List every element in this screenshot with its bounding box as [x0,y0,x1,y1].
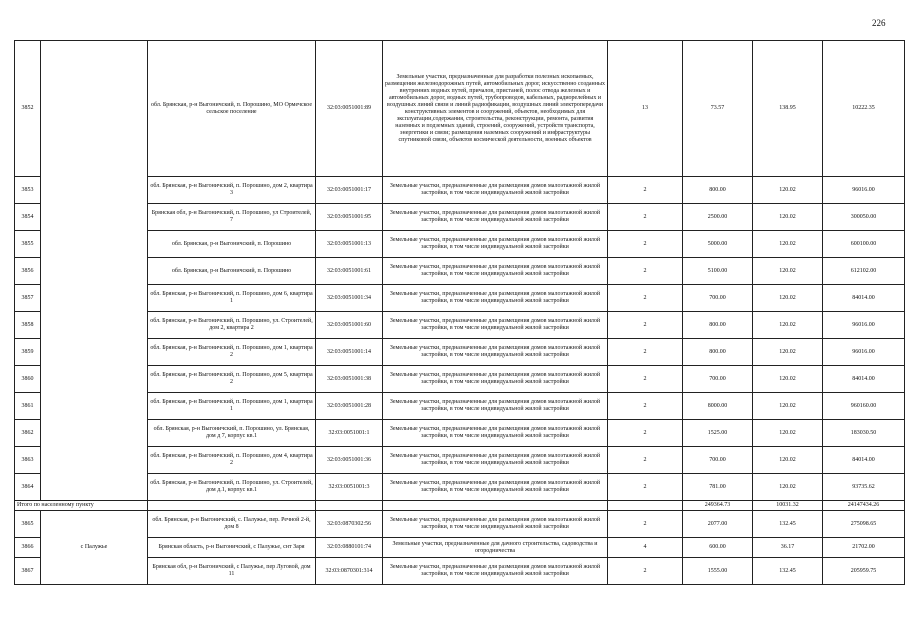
cadastral-value-cell: 183030.50 [823,420,905,447]
row-number: 3863 [15,447,41,474]
cadastral-number-cell: 32:03:0870302:56 [316,511,383,538]
cadastral-number-cell: 32:03:0051001:36 [316,447,383,474]
address-cell: Брянская обл, р-н Выгоничский, п. Порошино, ул Строителей, 7 [148,204,316,231]
address-cell: обл. Брянская, р-н Выгоничский, п. Порошино, ул. Строителей, дом д.1, корпус кв.1 [148,474,316,501]
rate-cell: 120.02 [753,258,823,285]
group-cell: 2 [608,204,683,231]
rate-cell: 120.02 [753,177,823,204]
cadastral-value-cell: 960160.00 [823,393,905,420]
land-use-cell: Земельные участки, предназначенные для размещения домов малоэтажной жилой застройки, в том числе индивидуальной жилой застройки [383,558,608,585]
row-number: 3858 [15,312,41,339]
locality-cell [41,41,148,501]
area-cell: 2500.00 [683,204,753,231]
cadastral-value-cell: 21702.00 [823,538,905,558]
rate-cell: 120.02 [753,231,823,258]
rate-cell: 120.02 [753,339,823,366]
address-cell: обл. Брянская, р-н Выгоничский, п. Порошино, ул. Брянская, дом д 7, корпус кв.1 [148,420,316,447]
address-cell: Брянская обл, р-н Выгоничский, с Палужье, пер Луговой, дом 11 [148,558,316,585]
row-number: 3857 [15,285,41,312]
address-cell: обл. Брянская, р-н Выгоничский, п. Порошино, дом 1, квартира 2 [148,339,316,366]
cadastral-value-cell: 96016.00 [823,312,905,339]
area-cell: 800.00 [683,177,753,204]
area-cell: 600.00 [683,538,753,558]
row-number: 3854 [15,204,41,231]
table-body-subtotal [15,501,905,511]
land-use-cell: Земельные участки, предназначенные для размещения домов малоэтажной жилой застройки, в том числе индивидуальной жилой застройки [383,420,608,447]
rate-cell: 120.02 [753,393,823,420]
row-number: 3866 [15,538,41,558]
rate-cell: 138.95 [753,41,823,177]
area-cell: 700.00 [683,366,753,393]
cadastral-value-cell: 275098.65 [823,511,905,538]
group-cell: 2 [608,420,683,447]
subtotal-label: Итого по населенному пункту [15,501,148,511]
group-cell: 2 [608,447,683,474]
row-number: 3855 [15,231,41,258]
area-cell: 1555.00 [683,558,753,585]
group-cell: 2 [608,393,683,420]
address-cell: обл. Брянская, р-н Выгоничский, п. Порошино, дом 6, квартира 1 [148,285,316,312]
subtotal-empty-address [148,501,316,511]
subtotal-empty-group [608,501,683,511]
row-number: 3856 [15,258,41,285]
address-cell: обл. Брянская, р-н Выгоничский, п. Порошино, дом 1, квартира 1 [148,393,316,420]
address-cell: обл. Брянская, р-н Выгоничский, п. Порошино, дом 5, квартира 2 [148,366,316,393]
area-cell: 5000.00 [683,231,753,258]
subtotal-rate: 10031.32 [753,501,823,511]
group-cell: 2 [608,474,683,501]
cadastral-value-cell: 84014.00 [823,366,905,393]
subtotal-row [15,501,905,511]
group-cell: 2 [608,258,683,285]
land-use-cell: Земельные участки, предназначенные для размещения домов малоэтажной жилой застройки, в том числе индивидуальной жилой застройки [383,339,608,366]
address-cell: обл. Брянская, р-н Выгоничский, п. Порошино, дом 2, квартира 3 [148,177,316,204]
row-number: 3864 [15,474,41,501]
rate-cell: 120.02 [753,474,823,501]
land-use-cell: Земельные участки, предназначенные для размещения домов малоэтажной жилой застройки, в том числе индивидуальной жилой застройки [383,258,608,285]
land-use-cell: Земельные участки, предназначенные для разработки полезных ископаемых, размещения железнодорожных путей, автомобильных дорог, искусственно созданных внутренних водных путей, причалов, пристаней, полос отвода железных и автомобильных дорог, водных путей, трубопроводов, кабельных, радиорелейных и воздушных линий связи и линий радиофикации, воздушных линий электропередачи конструктивных элементов и сооружений, объектов, необходимых для эксплуатации,содержания, строительства, реконструкции, ремонта, развития наземных и подземных зданий, строений, сооружений, устройств транспорта, энергетики и связи; размещения наземных сооружений и инфраструктуры спутниковой связи, объектов космической деятельности, военных объектов [383,41,608,177]
area-cell: 1525.00 [683,420,753,447]
land-use-cell: Земельные участки, предназначенные для размещения домов малоэтажной жилой застройки, в том числе индивидуальной жилой застройки [383,177,608,204]
table-row [15,204,905,231]
table-row [15,420,905,447]
cadastral-number-cell: 32:03:0880101:74 [316,538,383,558]
cadastral-number-cell: 32:03:0051001:60 [316,312,383,339]
cadastral-number-cell: 32:03:0051001:13 [316,231,383,258]
subtotal-value: 24147434.26 [823,501,905,511]
table-row [15,285,905,312]
area-cell: 8000.00 [683,393,753,420]
rate-cell: 120.02 [753,366,823,393]
subtotal-area: 249364.73 [683,501,753,511]
row-number: 3861 [15,393,41,420]
cadastral-number-cell: 32:03:0051001:61 [316,258,383,285]
table-row [15,366,905,393]
rate-cell: 36.17 [753,538,823,558]
land-use-cell: Земельные участки, предназначенные для размещения домов малоэтажной жилой застройки, в том числе индивидуальной жилой застройки [383,231,608,258]
table-row [15,339,905,366]
group-cell: 2 [608,366,683,393]
land-use-cell: Земельные участки, предназначенные для размещения домов малоэтажной жилой застройки, в том числе индивидуальной жилой застройки [383,474,608,501]
table-body-bottom [15,511,905,585]
rate-cell: 120.02 [753,285,823,312]
address-cell: обл. Брянская, р-н Выгоничский, с. Палужье, пер. Речной 2-й, дом 8 [148,511,316,538]
table-row [15,258,905,285]
group-cell: 2 [608,511,683,538]
cadastral-number-cell: 32:03:0051001:1 [316,420,383,447]
area-cell: 73.57 [683,41,753,177]
rate-cell: 120.02 [753,312,823,339]
table-row [15,447,905,474]
group-cell: 2 [608,312,683,339]
table-row [15,393,905,420]
area-cell: 800.00 [683,339,753,366]
rate-cell: 132.45 [753,511,823,538]
group-cell: 2 [608,177,683,204]
row-number: 3862 [15,420,41,447]
cadastral-number-cell: 32:03:0051001:14 [316,339,383,366]
land-use-cell: Земельные участки, предназначенные для размещения домов малоэтажной жилой застройки, в том числе индивидуальной жилой застройки [383,204,608,231]
group-cell: 4 [608,538,683,558]
cadastral-value-cell: 96016.00 [823,339,905,366]
group-cell: 2 [608,339,683,366]
cadastral-value-cell: 205959.75 [823,558,905,585]
cadastral-number-cell: 32:03:0051001:17 [316,177,383,204]
address-cell: обл. Брянская, р-н Выгоничский, п. Порошино, дом 4, квартира 2 [148,447,316,474]
cadastral-value-cell: 93735.62 [823,474,905,501]
area-cell: 781.00 [683,474,753,501]
cadastral-number-cell: 32:03:0051001:38 [316,366,383,393]
table-row [15,558,905,585]
table-row [15,511,905,538]
land-use-cell: Земельные участки, предназначенные для размещения домов малоэтажной жилой застройки, в том числе индивидуальной жилой застройки [383,511,608,538]
land-use-cell: Земельные участки, предназначенные для дачного строительства, садоводства и огородничества [383,538,608,558]
cadastral-value-cell: 612102.00 [823,258,905,285]
table-row [15,538,905,558]
cadastral-value-cell: 600100.00 [823,231,905,258]
land-use-cell: Земельные участки, предназначенные для размещения домов малоэтажной жилой застройки, в том числе индивидуальной жилой застройки [383,285,608,312]
table-row [15,177,905,204]
land-use-cell: Земельные участки, предназначенные для размещения домов малоэтажной жилой застройки, в том числе индивидуальной жилой застройки [383,447,608,474]
cadastral-value-table [14,40,905,585]
cadastral-value-cell: 300050.00 [823,204,905,231]
address-cell: обл. Брянская, р-н Выгоничский, п. Порошино, ул. Строителей, дом 2, квартира 2 [148,312,316,339]
cadastral-number-cell: 32:03:0051001:95 [316,204,383,231]
rate-cell: 120.02 [753,420,823,447]
cadastral-number-cell: 32:03:0051001:3 [316,474,383,501]
cadastral-number-cell: 32:03:0051001:89 [316,41,383,177]
cadastral-value-cell: 84014.00 [823,447,905,474]
address-cell: обл. Брянская, р-н Выгоничский, п. Порошино [148,258,316,285]
address-cell: обл. Брянская, р-н Выгоничский, п. Порошино [148,231,316,258]
row-number: 3859 [15,339,41,366]
row-number: 3860 [15,366,41,393]
rate-cell: 120.02 [753,447,823,474]
area-cell: 700.00 [683,447,753,474]
page-number: 226 [872,18,886,28]
area-cell: 800.00 [683,312,753,339]
table-body-top [15,41,905,501]
table-row [15,231,905,258]
cadastral-value-cell: 10222.35 [823,41,905,177]
group-cell: 2 [608,558,683,585]
locality-cell: с Палужье [41,511,148,585]
land-use-cell: Земельные участки, предназначенные для размещения домов малоэтажной жилой застройки, в том числе индивидуальной жилой застройки [383,312,608,339]
cadastral-number-cell: 32:03:0051001:28 [316,393,383,420]
row-number: 3865 [15,511,41,538]
cadastral-number-cell: 32:03:0051001:34 [316,285,383,312]
cadastral-number-cell: 32:03:0870301:314 [316,558,383,585]
row-number: 3852 [15,41,41,177]
land-use-cell: Земельные участки, предназначенные для размещения домов малоэтажной жилой застройки, в том числе индивидуальной жилой застройки [383,366,608,393]
group-cell: 2 [608,285,683,312]
cadastral-value-cell: 96016.00 [823,177,905,204]
area-cell: 5100.00 [683,258,753,285]
subtotal-empty-cadastral [316,501,383,511]
cadastral-value-cell: 84014.00 [823,285,905,312]
subtotal-empty-use [383,501,608,511]
table-row [15,41,905,177]
address-cell: Брянская область, р-н Выгоничский, с Палужье, снт Заря [148,538,316,558]
table-row [15,312,905,339]
rate-cell: 132.45 [753,558,823,585]
address-cell: обл. Брянская, р-н Выгоничский, п. Порошино, МО Ормечское сельское поселение [148,41,316,177]
row-number: 3867 [15,558,41,585]
land-use-cell: Земельные участки, предназначенные для размещения домов малоэтажной жилой застройки, в том числе индивидуальной жилой застройки [383,393,608,420]
area-cell: 700.00 [683,285,753,312]
row-number: 3853 [15,177,41,204]
table-row [15,474,905,501]
area-cell: 2077.00 [683,511,753,538]
group-cell: 2 [608,231,683,258]
group-cell: 13 [608,41,683,177]
rate-cell: 120.02 [753,204,823,231]
